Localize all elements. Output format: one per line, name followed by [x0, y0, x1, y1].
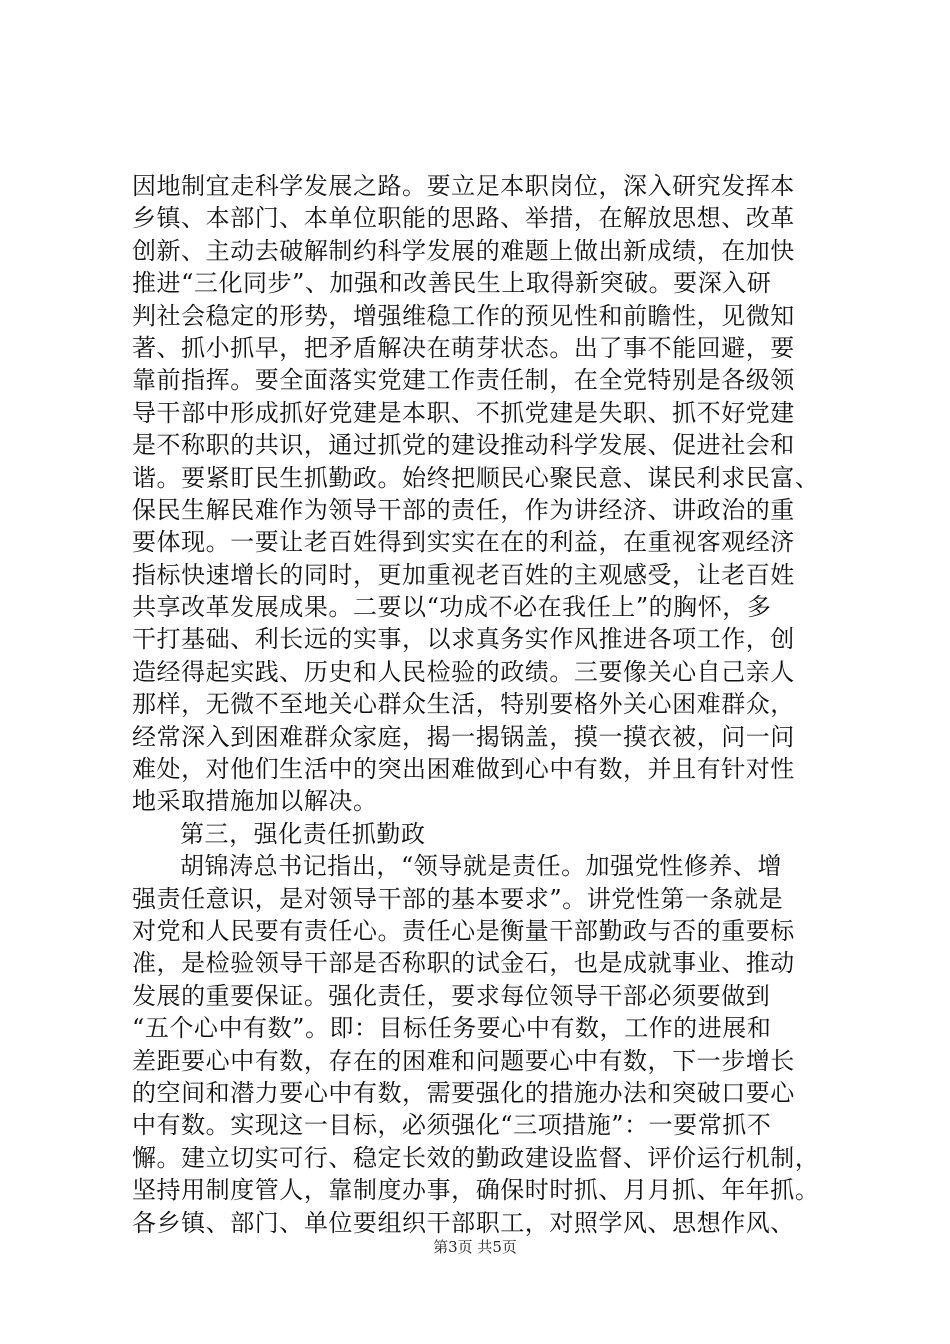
text-line: 发展的重要保证。强化责任，要求每位领导干部必须要做到	[132, 981, 771, 1010]
text-line: 各乡镇、部门、单位要组织干部职工，对照学风、思想作风、	[132, 1208, 795, 1237]
page-footer: 第3页 共5页	[433, 1238, 517, 1256]
text-line: “五个心中有数”。即：目标任务要心中有数，工作的进展和	[132, 1014, 772, 1043]
text-line: 判社会稳定的形势，增强维稳工作的预见性和前瞻性，见微知	[132, 301, 795, 330]
text-line: 地采取措施加以解决。	[132, 787, 378, 816]
section-heading: 第三，强化责任抓勤政	[180, 819, 426, 848]
text-line: 坚持用制度管人，靠制度办事，确保时时抓、月月抓、年年抓。	[132, 1176, 820, 1205]
text-line: 谐。要紧盯民生抓勤政。始终把顺民心聚民意、谋民利求民富、	[132, 463, 820, 492]
text-line: 强责任意识，是对领导干部的基本要求”。讲党性第一条就是	[132, 884, 784, 913]
text-line: 差距要心中有数，存在的困难和问题要心中有数，下一步增长	[132, 1046, 795, 1075]
text-line: 准，是检验领导干部是否称职的试金石，也是成就事业、推动	[132, 949, 795, 978]
text-line: 难处，对他们生活中的突出困难做到心中有数，并且有针对性	[132, 755, 795, 784]
text-line: 因地制宜走科学发展之路。要立足本职岗位，深入研究发挥本	[132, 172, 795, 200]
text-line: 著、抓小抓早，把矛盾解决在萌芽状态。出了事不能回避，要	[132, 333, 795, 362]
text-line: 中有数。实现这一目标，必须强化“三项措施”：一要常抓不	[132, 1111, 772, 1140]
text-line: 懈。建立切实可行、稳定长效的勤政建设监督、评价运行机制，	[132, 1143, 820, 1172]
text-line: 共享改革发展成果。二要以“功成不必在我任上”的胸怀，多	[132, 593, 772, 622]
text-line: 干打基础、利长远的实事，以求真务实作风推进各项工作，创	[132, 625, 795, 654]
text-line: 要体现。一要让老百姓得到实实在在的利益，在重视客观经济	[132, 528, 795, 557]
text-line: 经常深入到困难群众家庭，揭一揭锅盖，摸一摸衣被，问一问	[132, 722, 795, 751]
text-line: 指标快速增长的同时，更加重视老百姓的主观感受，让老百姓	[132, 560, 795, 589]
text-line: 是不称职的共识，通过抓党的建设推动科学发展、促进社会和	[132, 431, 795, 460]
text-line: 推进“三化同步”、加强和改善民生上取得新突破。要深入研	[132, 269, 772, 298]
text-line: 靠前指挥。要全面落实党建工作责任制，在全党特别是各级领	[132, 366, 795, 395]
document-body	[132, 170, 832, 1239]
text-line: 造经得起实践、历史和人民检验的政绩。三要像关心自己亲人	[132, 657, 795, 686]
text-line: 那样，无微不至地关心群众生活，特别要格外关心困难群众，	[132, 690, 795, 719]
text-line: 乡镇、本部门、本单位职能的思路、举措，在解放思想、改革	[132, 204, 795, 233]
text-line: 的空间和潜力要心中有数，需要强化的措施办法和突破口要心	[132, 1078, 795, 1107]
text-line: 创新、主动去破解制约科学发展的难题上做出新成绩，在加快	[132, 236, 795, 265]
text-line: 胡锦涛总书记指出，“领导就是责任。加强党性修养、增	[180, 852, 783, 881]
text-line: 导干部中形成抓好党建是本职、不抓党建是失职、抓不好党建	[132, 398, 795, 427]
text-line: 对党和人民要有责任心。责任心是衡量干部勤政与否的重要标	[132, 916, 795, 945]
text-line: 保民生解民难作为领导干部的责任，作为讲经济、讲政治的重	[132, 495, 795, 524]
